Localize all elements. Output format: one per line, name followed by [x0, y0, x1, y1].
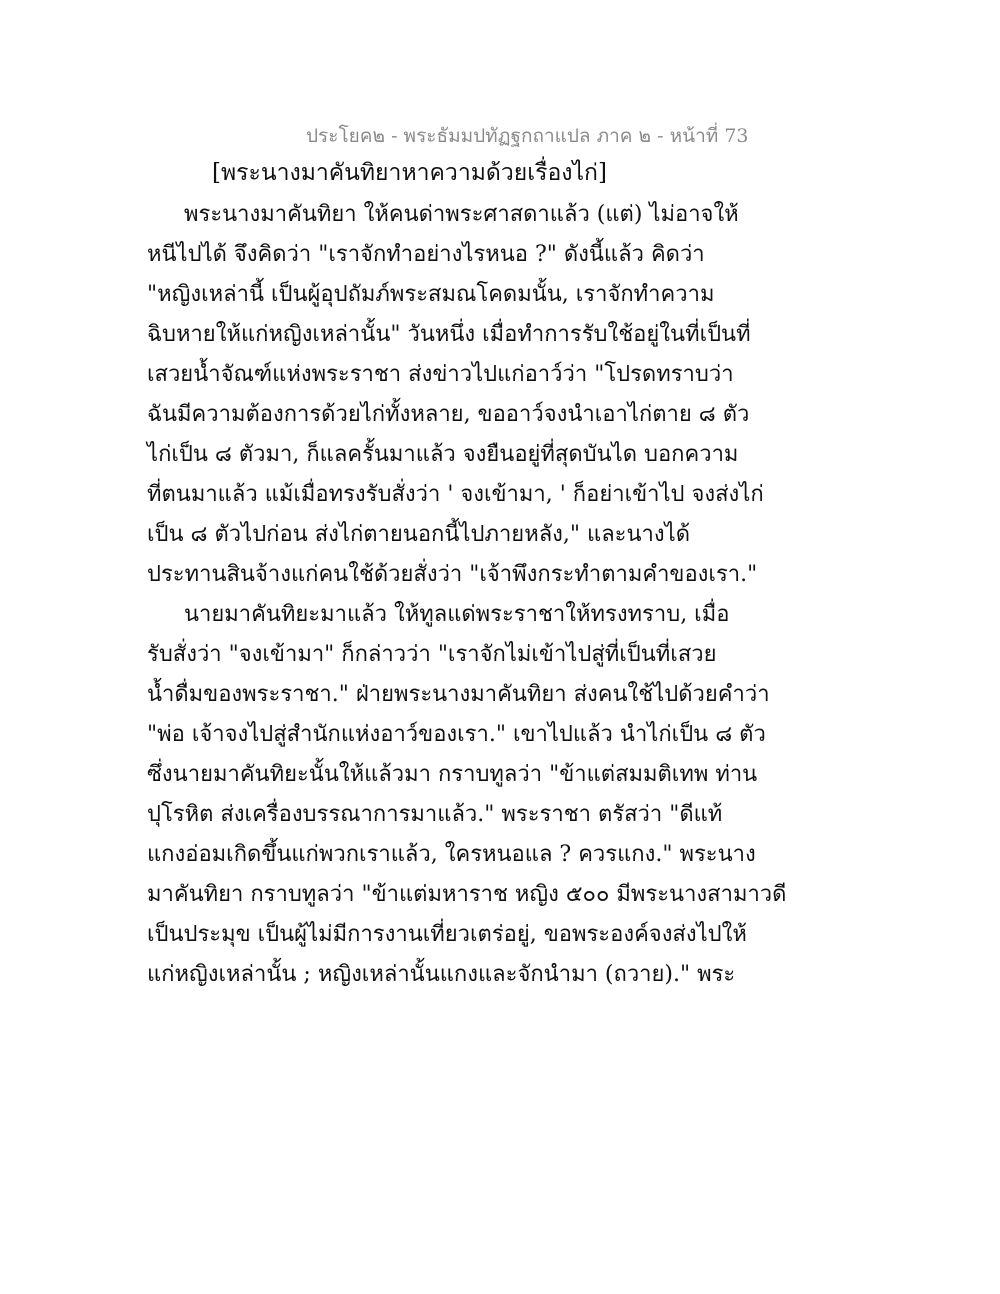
paragraph-1-line-7: ไก่เป็น ๘ ตัวมา, ก็แลครั้นมาแล้ว จงยืนอยู่ที่สุดบันได บอกความ [147, 442, 739, 467]
paragraph-1-line-8: ที่ตนมาแล้ว แม้เมื่อทรงรับสั่งว่า ' จงเข้ามา, ' ก็อย่าเข้าไป จงส่งไก่ [147, 482, 764, 507]
paragraph-2-line-1: นายมาคันทิยะมาแล้ว ให้ทูลแด่พระราชาให้ทรงทราบ, เมื่อ [184, 602, 730, 627]
paragraph-1-line-1: พระนางมาคันทิยา ให้คนด่าพระศาสดาแล้ว (แต่) ไม่อาจให้ [184, 202, 739, 227]
paragraph-1-line-6: ฉันมีความต้องการด้วยไก่ทั้งหลาย, ขออาว์จงนำเอาไก่ตาย ๘ ตัว [147, 402, 750, 427]
paragraph-2-line-9: เป็นประมุข เป็นผู้ไม่มีการงานเที่ยวเตร่อยู่, ขอพระองค์จงส่งไปให้ [147, 922, 747, 947]
paragraph-2-line-10: แก่หญิงเหล่านั้น ; หญิงเหล่านั้นแกงและจักนำมา (ถวาย)." พระ [147, 962, 736, 987]
paragraph-2-line-6: ปุโรหิต ส่งเครื่องบรรณาการมาแล้ว." พระราชา ตรัสว่า "ดีแท้ [147, 802, 723, 827]
paragraph-2-line-2: รับสั่งว่า "จงเข้ามา" ก็กล่าวว่า "เราจักไม่เข้าไปสู่ที่เป็นที่เสวย [147, 642, 717, 667]
paragraph-2-line-4: "พ่อ เจ้าจงไปสู่สำนักแห่งอาว์ของเรา." เขาไปแล้ว นำไก่เป็น ๘ ตัว [147, 722, 766, 747]
paragraph-1-line-2: หนีไปได้ จึงคิดว่า "เราจักทำอย่างไรหนอ ?" ดังนี้แล้ว คิดว่า [147, 242, 705, 267]
paragraph-2-line-3: น้ำดื่มของพระราชา." ฝ่ายพระนางมาคันทิยา ส่งคนใช้ไปด้วยคำว่า [147, 682, 770, 707]
paragraph-1-line-5: เสวยน้ำจัณฑ์แห่งพระราชา ส่งข่าวไปแก่อาว์ว่า "โปรดทราบว่า [147, 362, 734, 387]
paragraph-1-line-4: ฉิบหายให้แก่หญิงเหล่านั้น" วันหนึ่ง เมื่อทำการรับใช้อยู่ในที่เป็นที่ [147, 322, 751, 347]
paragraph-2-line-5: ซึ่งนายมาคันทิยะนั้นให้แล้วมา กราบทูลว่า "ข้าแต่สมมติเทพ ท่าน [147, 762, 758, 787]
paragraph-2-line-7: แกงอ่อมเกิดขึ้นแก่พวกเราแล้ว, ใครหนอแล ? ควรแกง." พระนาง [147, 842, 756, 867]
section-heading: [พระนางมาคันทิยาหาความด้วยเรื่องไก่] [212, 160, 607, 186]
running-header: ประโยค๒ - พระธัมมปทัฏฐกถาแปล ภาค ๒ - หน้าที่ 73 [306, 125, 749, 147]
paragraph-2-line-8: มาคันทิยา กราบทูลว่า "ข้าแต่มหาราช หญิง ๕๐๐ มีพระนางสามาวดี [147, 882, 787, 907]
paragraph-1-line-10: ประทานสินจ้างแก่คนใช้ด้วยสั่งว่า "เจ้าพึงกระทำตามคำของเรา." [147, 562, 758, 587]
paragraph-1-line-9: เป็น ๘ ตัวไปก่อน ส่งไก่ตายนอกนี้ไปภายหลัง," และนางได้ [147, 522, 690, 547]
paragraph-1-line-3: "หญิงเหล่านี้ เป็นผู้อุปถัมภ์พระสมณโคดมนั้น, เราจักทำความ [147, 282, 715, 307]
